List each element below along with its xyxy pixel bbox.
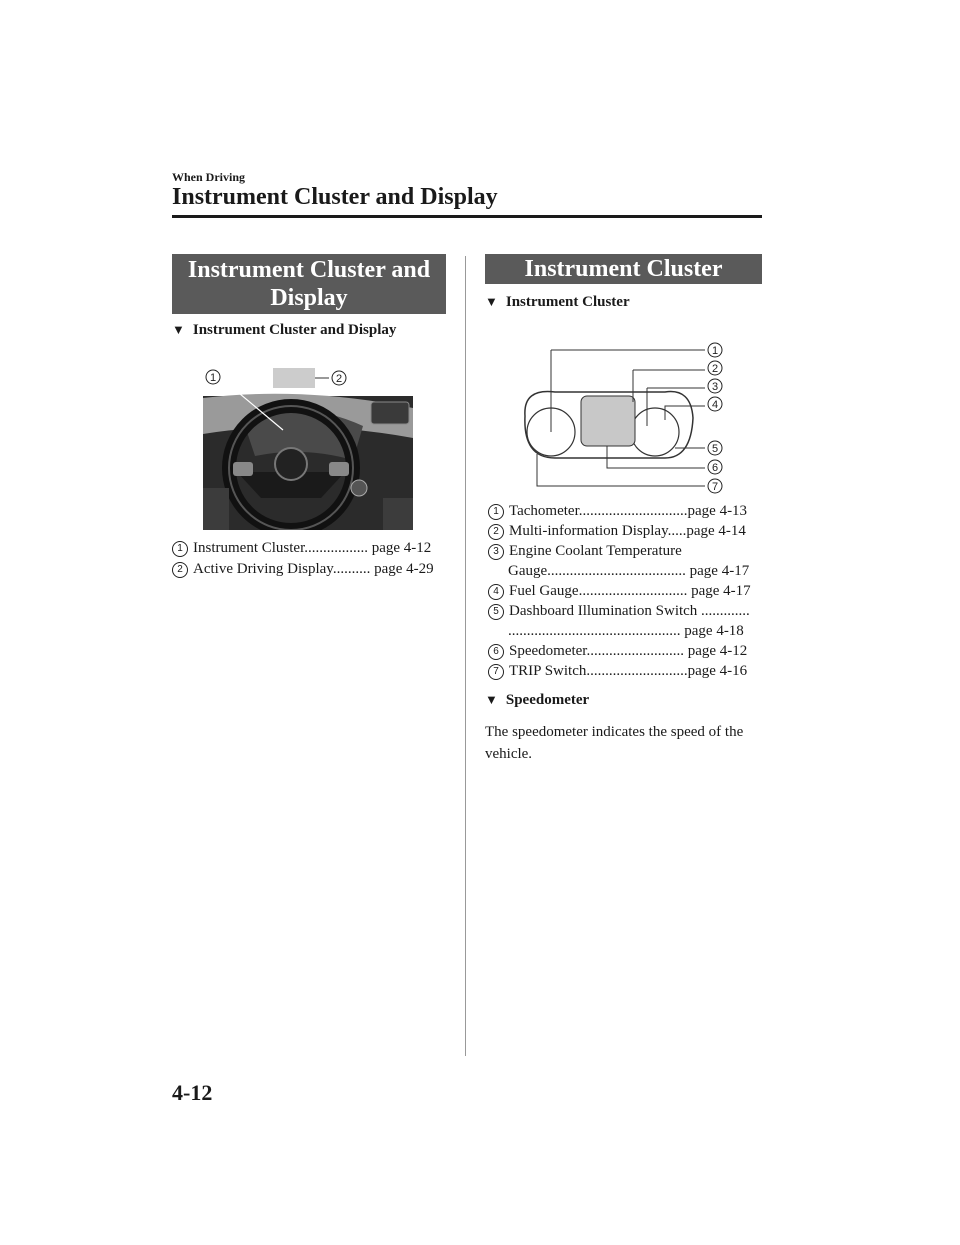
- list-item: [172, 538, 447, 558]
- left-banner: Instrument Cluster and Display: [172, 254, 446, 314]
- title-rule: [172, 215, 762, 218]
- section-label: When Driving: [172, 170, 246, 184]
- right-banner: Instrument Cluster: [485, 254, 762, 284]
- callout-4: 4: [711, 399, 719, 411]
- triangle-icon: ▼: [172, 322, 185, 337]
- item-text: Dashboard Illumination Switch .............: [509, 603, 750, 619]
- list-item: [488, 641, 763, 661]
- steering-wheel-illustration: [203, 368, 413, 530]
- callout-2: 2: [335, 373, 343, 385]
- triangle-icon: ▼: [485, 692, 498, 707]
- callout-6: 6: [711, 462, 719, 474]
- left-subheading: [172, 322, 396, 339]
- list-item: [488, 581, 763, 601]
- list-item: [488, 541, 763, 561]
- item-number: 3: [488, 544, 504, 560]
- item-number: 1: [488, 504, 504, 520]
- item-continuation: .............................................. page 4-18: [508, 623, 744, 639]
- column-divider: [465, 256, 466, 1056]
- list-item: [488, 601, 763, 621]
- page-number: 4-12: [172, 1080, 213, 1105]
- callout-3: 3: [711, 381, 719, 393]
- right-subheading-text: Instrument Cluster: [505, 294, 630, 310]
- callout-2: 2: [711, 363, 719, 375]
- speedometer-paragraph: The speedometer indicates the speed of the vehicle.: [485, 724, 744, 762]
- callout-7: 7: [711, 481, 719, 493]
- item-text: Fuel Gauge............................. page 4-17: [509, 583, 751, 599]
- speedometer-subheading: [485, 692, 589, 709]
- right-subheading: [485, 294, 630, 311]
- callout-1: 1: [711, 345, 719, 357]
- item-text: Active Driving Display.......... page 4-29: [193, 561, 434, 577]
- item-text: TRIP Switch...........................page 4-16: [509, 663, 748, 679]
- triangle-icon: ▼: [485, 294, 498, 309]
- instrument-cluster-illustration: [515, 336, 735, 496]
- left-subheading-text: Instrument Cluster and Display: [192, 322, 397, 338]
- callout-5: 5: [711, 443, 719, 455]
- list-item: [488, 521, 763, 541]
- item-text: Tachometer.............................page 4-13: [509, 503, 748, 519]
- item-number: 4: [488, 584, 504, 600]
- item-continuation: Gauge..................................... page 4-17: [508, 563, 750, 579]
- item-number: 7: [488, 664, 504, 680]
- list-item: [488, 661, 763, 681]
- item-number: 5: [488, 604, 504, 620]
- callout-1: 1: [209, 372, 217, 384]
- page-title: Instrument Cluster and Display: [172, 184, 498, 210]
- item-number: 1: [172, 541, 188, 557]
- item-number: 6: [488, 644, 504, 660]
- item-text: Instrument Cluster................. page 4-12: [193, 540, 432, 556]
- list-item: [172, 559, 447, 579]
- item-text: Speedometer.......................... page 4-12: [509, 643, 748, 659]
- list-item: [488, 501, 763, 521]
- item-text: Multi-information Display.....page 4-14: [509, 523, 746, 539]
- speedometer-subheading-text: Speedometer: [505, 692, 590, 708]
- item-text: Engine Coolant Temperature: [509, 543, 682, 559]
- item-number: 2: [488, 524, 504, 540]
- item-number: 2: [172, 562, 188, 578]
